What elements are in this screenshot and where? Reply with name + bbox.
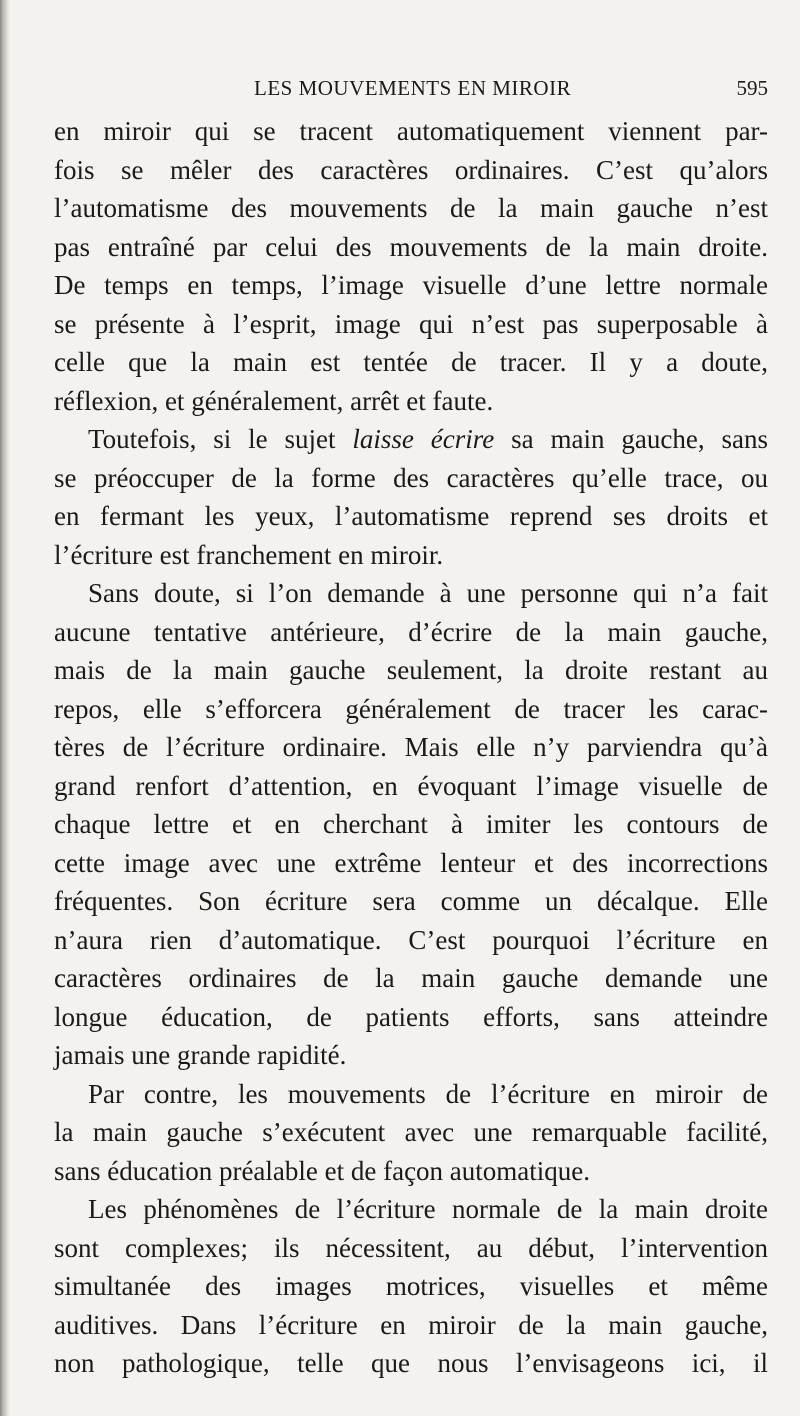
paragraph-4 xyxy=(54,1075,768,1191)
text-line: n’aura rien d’automatique. C’est pourquoi l’écriture en xyxy=(54,924,768,955)
page-number: 595 xyxy=(736,76,768,100)
text-line: en fermant les yeux, l’automatisme reprend ses droits et xyxy=(54,501,768,531)
text-line: sont complexes; ils nécessitent, au début, l’intervention xyxy=(54,1232,768,1263)
text-line: Les phénomènes de l’écriture normale de la main droite xyxy=(88,1194,768,1224)
text-line: Sans doute, si l’on demande à une personne qui n’a fait xyxy=(88,578,768,608)
text-line: jamais une grande rapidité. xyxy=(54,1040,347,1070)
text-line: tères de l’écriture ordinaire. Mais elle n’y parviendra qu’à xyxy=(54,732,768,762)
text-line: se présente à l’esprit, image qui n’est pas superposable à xyxy=(54,308,768,339)
text-line: se préoccuper de la forme des caractères qu’elle trace, ou xyxy=(54,462,768,493)
text-line: sans éducation préalable et de façon automatique. xyxy=(54,1155,591,1186)
page-binding-edge xyxy=(0,0,10,1416)
text-line: caractères ordinaires de la main gauche demande une xyxy=(54,963,768,993)
text-segment: Toutefois, si le sujet xyxy=(88,424,353,454)
text-line: auditives. Dans l’écriture en miroir de la main gauche, xyxy=(54,1309,768,1340)
text-line: mais de la main gauche seulement, la droite restant au xyxy=(54,655,768,685)
text-line: repos, elle s’efforcera généralement de tracer les carac- xyxy=(54,693,768,724)
text-line: l’écriture est franchement en miroir. xyxy=(54,539,444,570)
running-header xyxy=(54,76,768,106)
text-line: en miroir qui se tracent automatiquement viennent par- xyxy=(54,116,768,146)
text-line: celle que la main est tentée de tracer. Il y a doute, xyxy=(54,347,768,377)
text-line: simultanée des images motrices, visuelles et même xyxy=(54,1271,768,1301)
paragraph-2 xyxy=(54,420,768,574)
text-line: chaque lettre et en cherchant à imiter les contours de xyxy=(54,809,768,839)
text-line: réflexion, et généralement, arrêt et faute. xyxy=(54,385,494,416)
paragraph-1 xyxy=(54,112,768,420)
text-line: Par contre, les mouvements de l’écriture en miroir de xyxy=(88,1078,768,1109)
text-line: non pathologique, telle que nous l’envisageons ici, il xyxy=(54,1348,768,1378)
italic-phrase: laisse écrire xyxy=(352,424,495,454)
text-line: De temps en temps, l’image visuelle d’une lettre normale xyxy=(54,270,768,300)
text-line: la main gauche s’exécutent avec une remarquable facilité, xyxy=(54,1117,768,1147)
text-line xyxy=(54,420,768,459)
text-line: aucune tentative antérieure, d’écrire de la main gauche, xyxy=(54,616,768,647)
text-segment: sa main gauche, sans xyxy=(494,424,768,454)
text-line: pas entraîné par celui des mouvements de la main droite. xyxy=(54,231,768,262)
text-line: fréquentes. Son écriture sera comme un décalque. Elle xyxy=(54,886,768,916)
running-title: LES MOUVEMENTS EN MIROIR xyxy=(254,76,572,100)
paragraph-5 xyxy=(54,1190,768,1383)
text-line: longue éducation, de patients efforts, sans atteindre xyxy=(54,1001,768,1032)
body-text xyxy=(54,112,768,1383)
text-line: grand renfort d’attention, en évoquant l’image visuelle de xyxy=(54,770,768,801)
text-line: fois se mêler des caractères ordinaires. C’est qu’alors xyxy=(54,154,768,185)
text-line: l’automatisme des mouvements de la main gauche n’est xyxy=(54,193,768,223)
text-line: cette image avec une extrême lenteur et des incorrections xyxy=(54,847,768,878)
paragraph-3 xyxy=(54,574,768,1075)
